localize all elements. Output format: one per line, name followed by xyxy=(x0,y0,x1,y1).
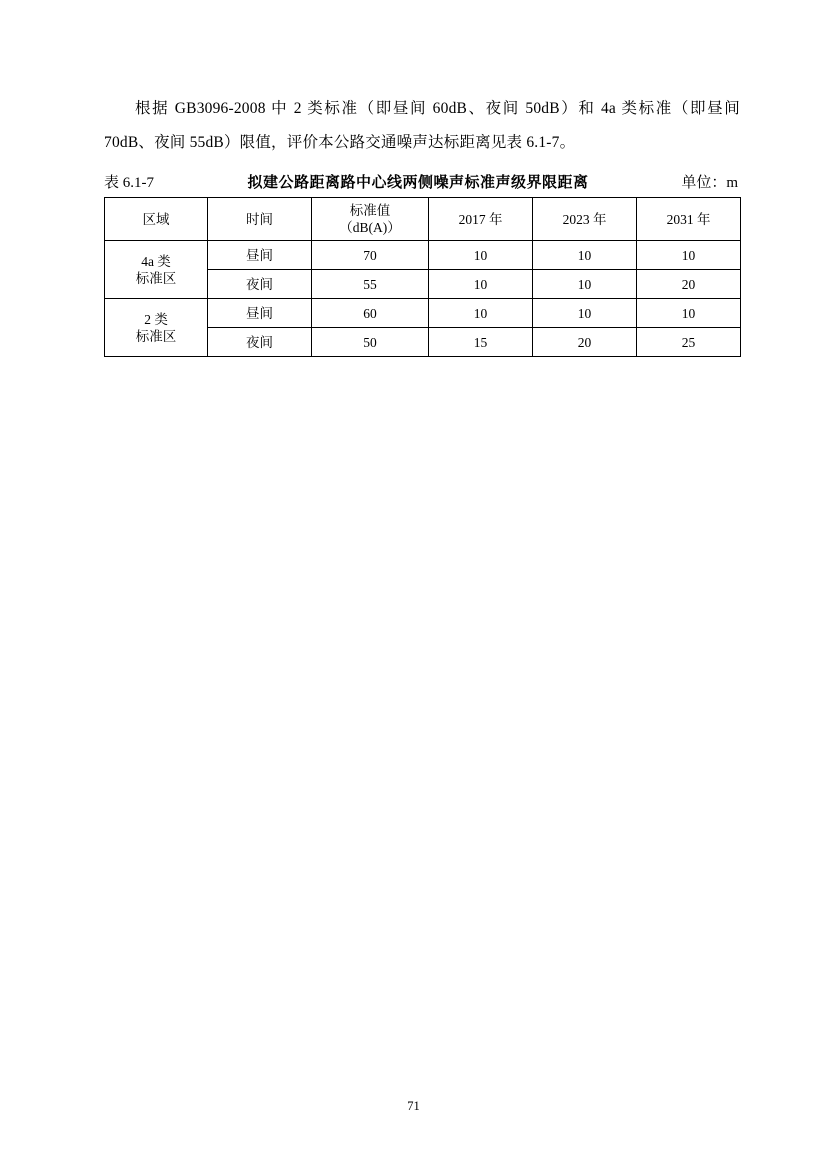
standard-cell: 55 xyxy=(312,270,429,299)
table-caption-title: 拟建公路距离路中心线两侧噪声标准声级界限距离 xyxy=(247,175,589,191)
value-2023-cell: 20 xyxy=(533,328,637,357)
zone-cell-4a xyxy=(105,241,208,299)
standard-value-line2: （dB(A)） xyxy=(339,220,401,235)
table-caption xyxy=(104,171,740,192)
value-2023-cell: 10 xyxy=(533,299,637,328)
zone-line2: 标准区 xyxy=(135,328,177,344)
column-header-2023: 2023 年 xyxy=(533,198,637,241)
value-2023-cell: 10 xyxy=(533,270,637,299)
table-header-row xyxy=(105,198,741,241)
table-caption-unit: 单位：m xyxy=(681,175,738,191)
page-number: 71 xyxy=(407,1099,420,1113)
zone-cell-2 xyxy=(105,299,208,357)
value-2031-cell: 10 xyxy=(637,241,741,270)
standard-cell: 50 xyxy=(312,328,429,357)
value-2023-cell: 10 xyxy=(533,241,637,270)
value-2031-cell: 25 xyxy=(637,328,741,357)
time-cell: 夜间 xyxy=(208,328,312,357)
table-row xyxy=(105,241,741,270)
zone-line2: 标准区 xyxy=(135,270,177,286)
value-2017-cell: 10 xyxy=(429,299,533,328)
column-header-zone: 区域 xyxy=(105,198,208,241)
value-2017-cell: 10 xyxy=(429,270,533,299)
column-header-2031: 2031 年 xyxy=(637,198,741,241)
time-cell: 夜间 xyxy=(208,270,312,299)
value-2017-cell: 10 xyxy=(429,241,533,270)
standard-cell: 60 xyxy=(312,299,429,328)
value-2031-cell: 20 xyxy=(637,270,741,299)
standard-value-line1: 标准值 xyxy=(349,203,391,218)
page-content xyxy=(104,92,740,357)
column-header-standard-value xyxy=(312,198,429,241)
noise-standard-distance-table xyxy=(104,197,741,357)
standard-cell: 70 xyxy=(312,241,429,270)
time-cell: 昼间 xyxy=(208,241,312,270)
zone-line1: 2 类 xyxy=(144,311,168,327)
table-caption-label: 表 6.1-7 xyxy=(104,175,154,191)
zone-line1: 4a 类 xyxy=(141,253,171,269)
body-paragraph: 根据 GB3096-2008 中 2 类标准（即昼间 60dB、夜间 50dB）和 4a 类标准（即昼间 70dB、夜间 55dB）限值，评价本公路交通噪声达标距离见表 6.1-7。 xyxy=(104,100,740,151)
time-cell: 昼间 xyxy=(208,299,312,328)
column-header-2017: 2017 年 xyxy=(429,198,533,241)
value-2017-cell: 15 xyxy=(429,328,533,357)
column-header-time: 时间 xyxy=(208,198,312,241)
value-2031-cell: 10 xyxy=(637,299,741,328)
table-row xyxy=(105,299,741,328)
